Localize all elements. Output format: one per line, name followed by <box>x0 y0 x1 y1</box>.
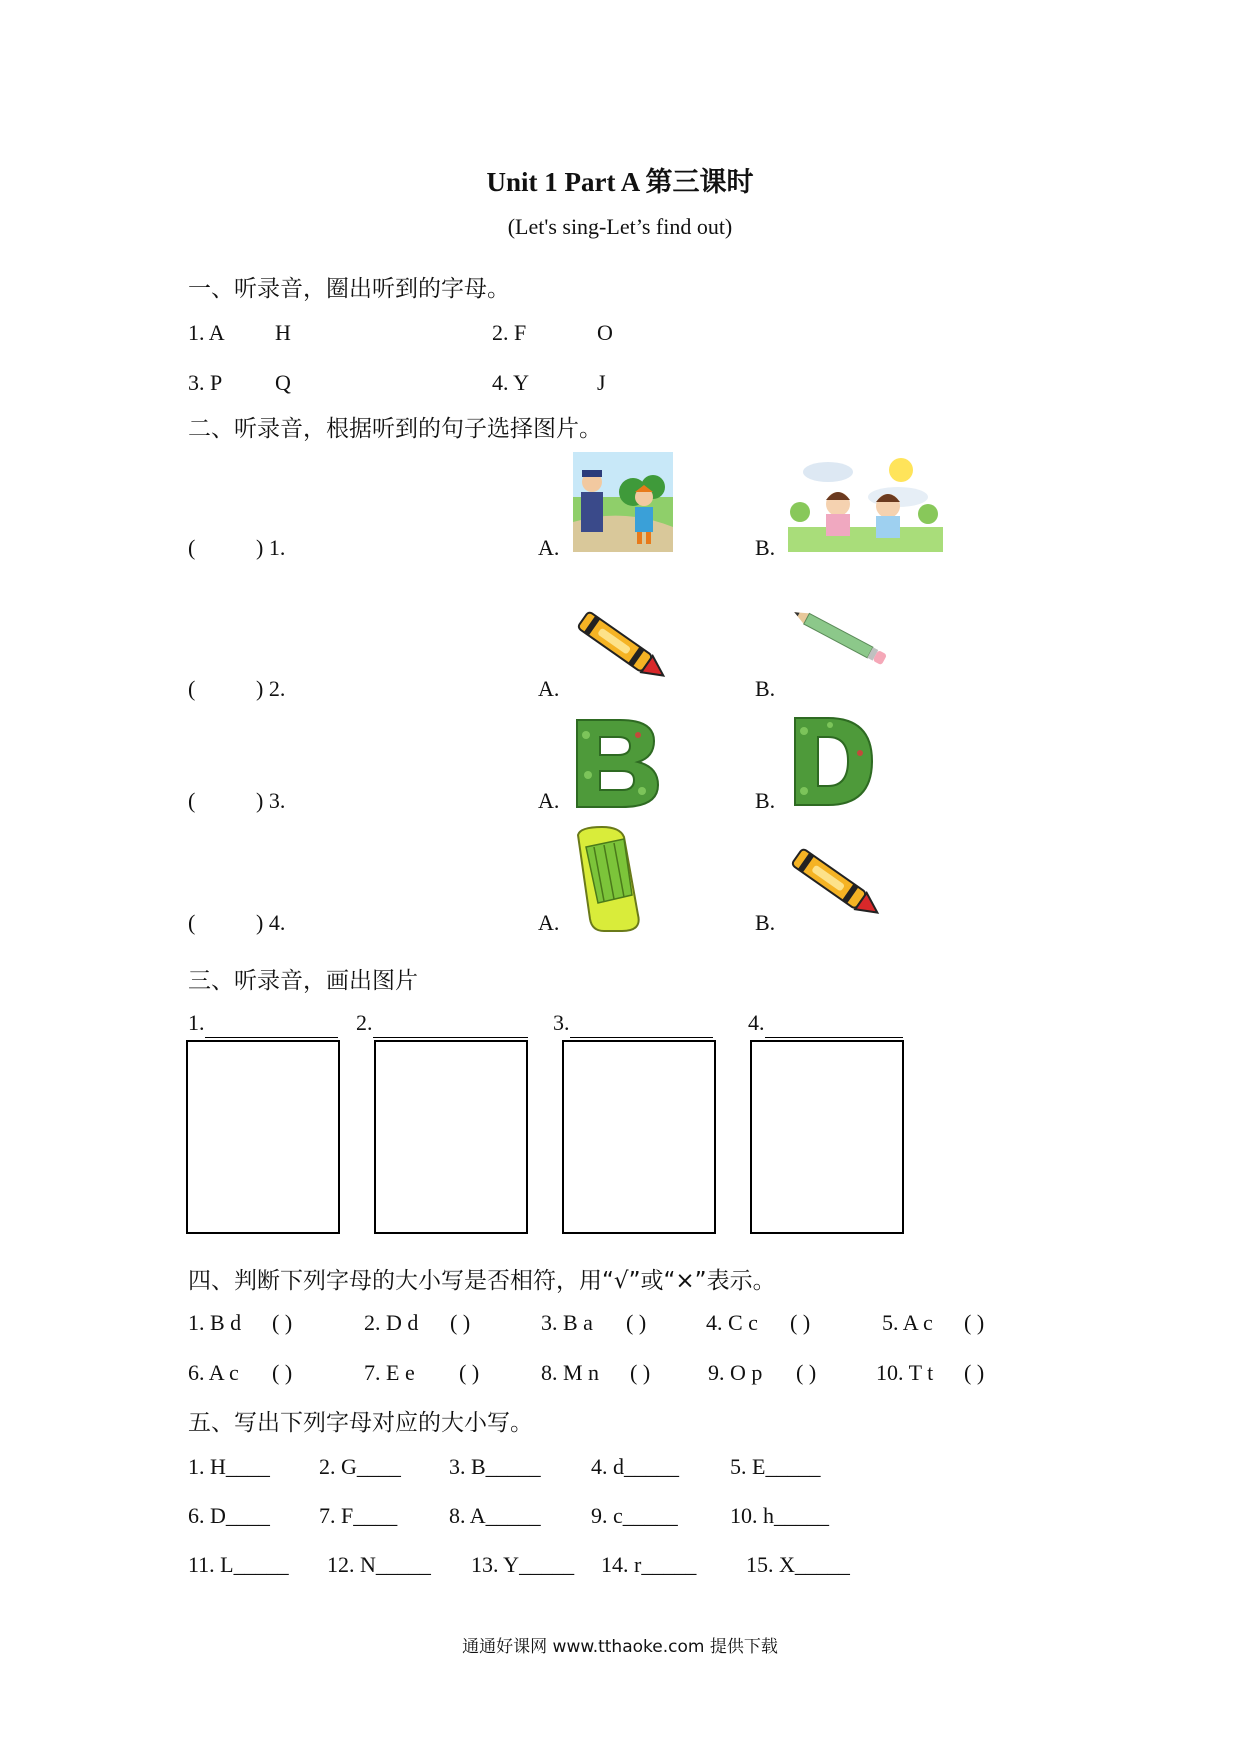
s3-underline <box>205 1037 338 1038</box>
section2-heading: 二、听录音，根据听到的句子选择图片。 <box>188 416 602 442</box>
s1-item-3-alt: Q <box>275 370 291 395</box>
s4-item: 4. C c <box>706 1310 758 1335</box>
section5-heading: 五、写出下列字母对应的大小写。 <box>188 1410 533 1436</box>
s2-row3-option-a: A. <box>538 788 560 813</box>
s2-row2-option-b: B. <box>755 676 776 701</box>
pencil-picture <box>786 600 896 675</box>
s2-row1-option-a: A. <box>538 535 560 560</box>
s4-answer-bracket[interactable]: ( ) <box>626 1310 647 1335</box>
s4-item: 10. T t <box>876 1360 934 1385</box>
s5-item[interactable]: 14. r_____ <box>601 1552 697 1577</box>
s2-paren: ( <box>188 788 196 813</box>
s1-item-2-alt: O <box>597 320 613 345</box>
s5-item[interactable]: 10. h_____ <box>730 1503 829 1528</box>
s1-item-4-letter: 4. Y <box>492 370 530 395</box>
s1-item-2-letter: 2. F <box>492 320 527 345</box>
s4-item: 1. B d <box>188 1310 242 1335</box>
s2-question-2: ) 2. <box>256 676 286 701</box>
s4-answer-bracket[interactable]: ( ) <box>630 1360 651 1385</box>
s2-row4-option-a: A. <box>538 910 560 935</box>
section1-heading: 一、听录音，圈出听到的字母。 <box>188 276 510 302</box>
crayon-picture <box>572 606 677 691</box>
s2-question-3: ) 3. <box>256 788 286 813</box>
s3-underline <box>765 1037 903 1038</box>
section4-heading: 四、判断下列字母的大小写是否相符，用“√”或“×”表示。 <box>188 1268 776 1294</box>
s4-item: 2. D d <box>364 1310 419 1335</box>
crayon-picture <box>786 843 891 928</box>
section3-heading: 三、听录音，画出图片 <box>188 968 418 994</box>
s4-item: 6. A c <box>188 1360 239 1385</box>
s4-item: 3. B a <box>541 1310 593 1335</box>
teacher-and-boy-picture <box>573 452 673 552</box>
s5-item[interactable]: 11. L_____ <box>188 1552 289 1577</box>
s4-answer-bracket[interactable]: ( ) <box>459 1360 480 1385</box>
s2-paren: ( <box>188 910 196 935</box>
s4-answer-bracket[interactable]: ( ) <box>964 1360 985 1385</box>
s3-underline <box>570 1037 713 1038</box>
s2-row2-option-a: A. <box>538 676 560 701</box>
s1-item-4-alt: J <box>597 370 606 395</box>
s4-item: 7. E e <box>364 1360 415 1385</box>
s5-item[interactable]: 5. E_____ <box>730 1454 821 1479</box>
s4-item: 5. A c <box>882 1310 933 1335</box>
s1-item-1-letter: 1. A <box>188 320 225 345</box>
s5-item[interactable]: 7. F____ <box>319 1503 398 1528</box>
s4-item: 8. M n <box>541 1360 600 1385</box>
s2-row1-option-b: B. <box>755 535 776 560</box>
s4-answer-bracket[interactable]: ( ) <box>272 1360 293 1385</box>
page-subtitle: (Let's sing-Let’s find out) <box>507 214 733 239</box>
s4-answer-bracket[interactable]: ( ) <box>450 1310 471 1335</box>
s4-answer-bracket[interactable]: ( ) <box>272 1310 293 1335</box>
s5-item[interactable]: 12. N_____ <box>327 1552 431 1577</box>
drawing-box-4[interactable] <box>750 1040 904 1234</box>
s4-answer-bracket[interactable]: ( ) <box>796 1360 817 1385</box>
s2-row4-option-b: B. <box>755 910 776 935</box>
two-kids-park-picture <box>788 452 943 552</box>
s2-question-4: ) 4. <box>256 910 286 935</box>
s5-item[interactable]: 2. G____ <box>319 1454 401 1479</box>
letter-b-leaves-picture <box>572 715 662 810</box>
s3-label-2: 2. <box>356 1010 373 1035</box>
s5-item[interactable]: 13. Y_____ <box>471 1552 575 1577</box>
drawing-box-1[interactable] <box>186 1040 340 1234</box>
s5-item[interactable]: 3. B_____ <box>449 1454 541 1479</box>
s5-item[interactable]: 6. D____ <box>188 1503 270 1528</box>
s2-paren: ( <box>188 676 196 701</box>
s3-label-1: 1. <box>188 1010 205 1035</box>
s2-row3-option-b: B. <box>755 788 776 813</box>
footer-credit: 通通好课网 www.tthaoke.com 提供下载 <box>462 1637 778 1657</box>
s2-question-1: ) 1. <box>256 535 286 560</box>
s3-underline <box>373 1037 528 1038</box>
page-title: Unit 1 Part A 第三课时 <box>486 167 754 197</box>
s5-item[interactable]: 4. d_____ <box>591 1454 679 1479</box>
drawing-box-2[interactable] <box>374 1040 528 1234</box>
s3-label-3: 3. <box>553 1010 570 1035</box>
s1-item-1-alt: H <box>275 320 291 345</box>
letter-d-leaves-picture <box>790 713 875 808</box>
s5-item[interactable]: 8. A_____ <box>449 1503 541 1528</box>
s2-paren: ( <box>188 535 196 560</box>
s4-answer-bracket[interactable]: ( ) <box>964 1310 985 1335</box>
s4-answer-bracket[interactable]: ( ) <box>790 1310 811 1335</box>
s3-label-4: 4. <box>748 1010 765 1035</box>
drawing-box-3[interactable] <box>562 1040 716 1234</box>
s5-item[interactable]: 1. H____ <box>188 1454 270 1479</box>
eraser-picture <box>572 825 647 935</box>
s5-item[interactable]: 15. X_____ <box>746 1552 850 1577</box>
s4-item: 9. O p <box>708 1360 763 1385</box>
s1-item-3-letter: 3. P <box>188 370 223 395</box>
s5-item[interactable]: 9. c_____ <box>591 1503 678 1528</box>
